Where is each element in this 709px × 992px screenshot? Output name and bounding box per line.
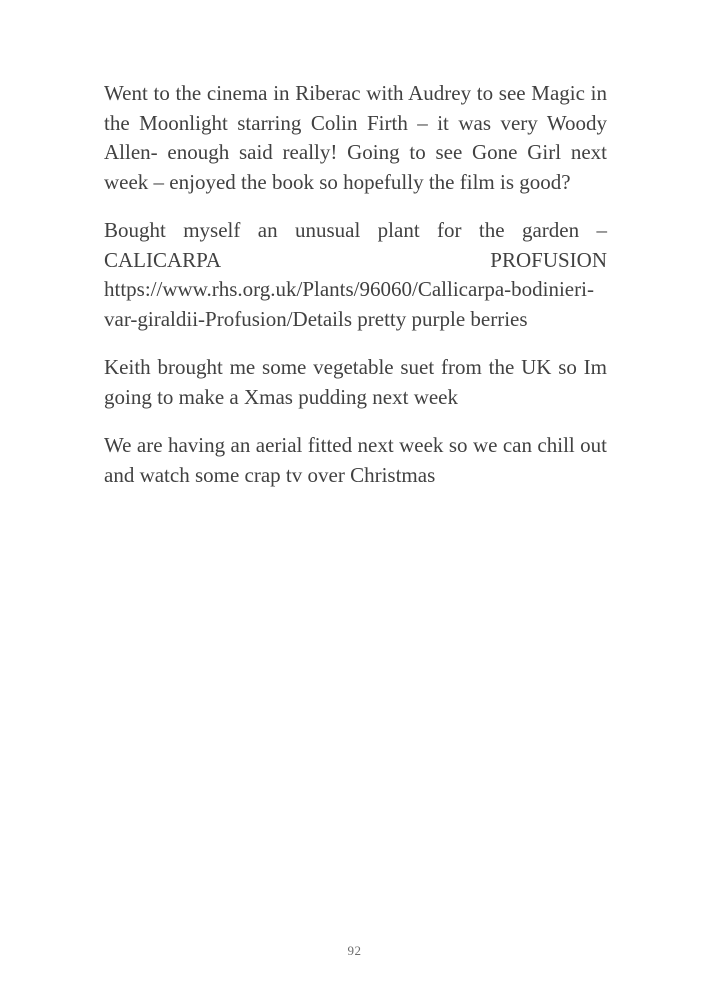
paragraph-cinema: Went to the cinema in Riberac with Audrey to see Magic in the Moonlight starring Colin Firth – it was very Woody Allen- enough said really! Going to see Gone Girl next week – enjoyed the book so hopefully the film is good? xyxy=(104,81,607,194)
paragraph-aerial: We are having an aerial fitted next week so we can chill out and watch some crap tv over Christmas xyxy=(104,433,607,487)
paragraph-suet: Keith brought me some vegetable suet from the UK so Im going to make a Xmas pudding next week xyxy=(104,355,607,409)
page-number: 92 xyxy=(347,943,362,958)
text-block xyxy=(104,79,607,509)
paragraph-plant: Bought myself an unusual plant for the garden – CALICARPA PROFUSION https://www.rhs.org.uk/Plants/96060/Callicarpa-bodinieri-var-giraldii-Profusion/Details pretty purple berries xyxy=(104,218,607,331)
